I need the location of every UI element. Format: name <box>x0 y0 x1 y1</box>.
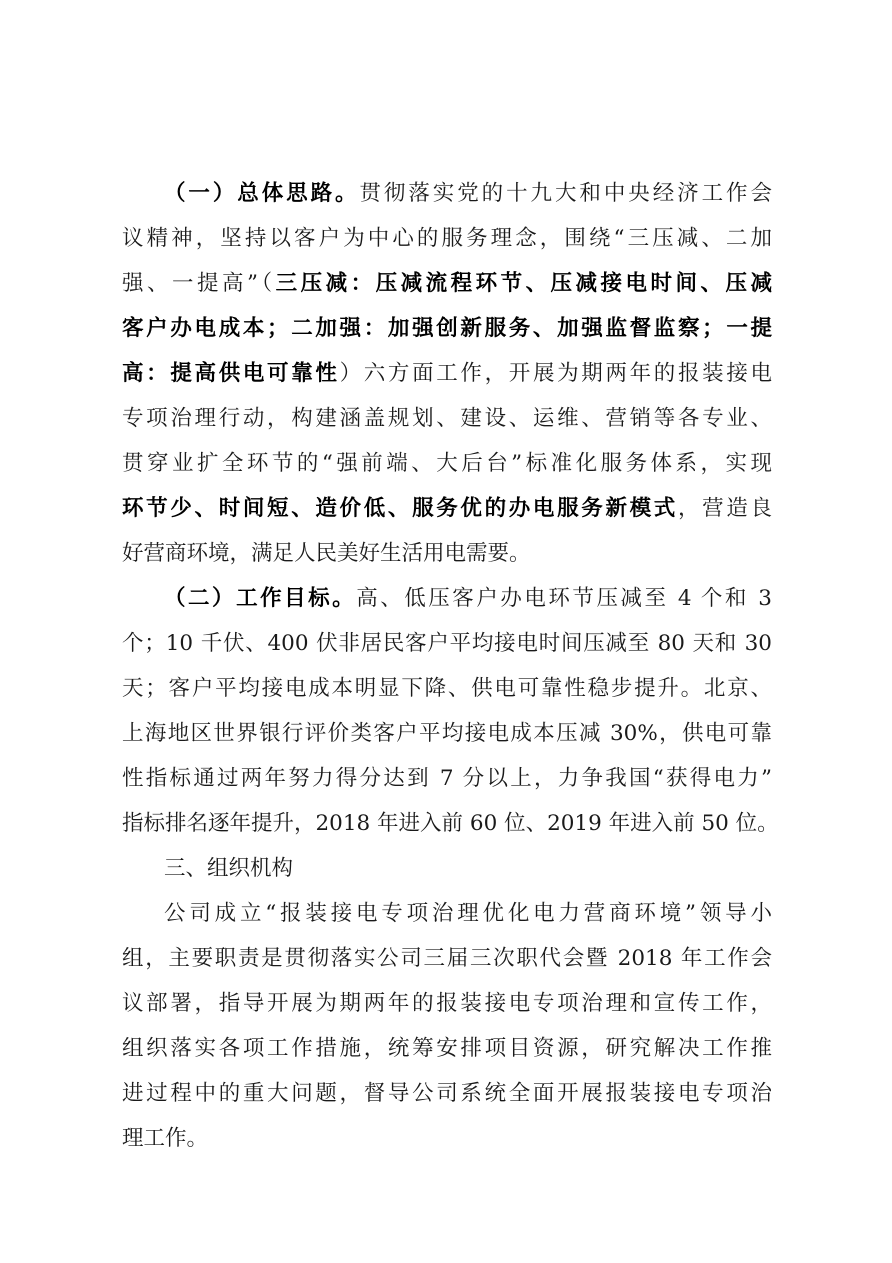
paragraph-line <box>164 174 772 214</box>
text-run: 公司成立“报装接电专项治理优化电力营商环境”领导小 <box>164 901 772 926</box>
text-run: 三、组织机构 <box>164 856 294 881</box>
text-run: 指标排名逐年提升，2018 年进入前 60 位、2019 年进入前 50 位。 <box>122 811 779 836</box>
text-run: 贯彻落实党的十九大和中央经济工作会 <box>359 181 772 206</box>
text-run: 议部署，指导开展为期两年的报装接电专项治理和宣传工作， <box>122 991 772 1016</box>
paragraph-line <box>122 1074 772 1114</box>
text-run: 强、一提高”（ <box>122 271 276 296</box>
paragraph-line <box>164 894 772 934</box>
text-run: 组织落实各项工作措施，统筹安排项目资源，研究解决工作推 <box>122 1036 772 1061</box>
text-run: 贯穿业扩全环节的“强前端、大后台”标准化服务体系，实现 <box>122 451 772 476</box>
text-run: 议精神，坚持以客户为中心的服务理念，围绕“三压减、二加 <box>122 226 772 251</box>
bold-text-run: 环节少、时间短、造价低、服务优的办电服务新模式 <box>122 496 678 521</box>
paragraph-line <box>122 624 772 664</box>
paragraph-line <box>122 759 772 799</box>
paragraph-line <box>122 354 772 394</box>
section-heading-work-goals: （二）工作目标。 <box>164 586 357 611</box>
text-run: 天；客户平均接电成本明显下降、供电可靠性稳步提升。北京、 <box>122 676 772 701</box>
section-title-organization <box>164 849 772 889</box>
text-run: 进过程中的重大问题，督导公司系统全面开展报装接电专项治 <box>122 1081 772 1106</box>
bold-text-run: 高：提高供电可靠性 <box>122 361 340 386</box>
text-run: 个；10 千伏、400 伏非居民客户平均接电时间压减至 80 天和 30 <box>122 631 772 656</box>
paragraph-line <box>122 534 772 574</box>
section-heading-overall-approach: （一）总体思路。 <box>164 181 360 206</box>
text-run: 高、低压客户办电环节压减至 4 个和 3 <box>356 586 772 611</box>
text-run: 上海地区世界银行评价类客户平均接电成本压减 30%，供电可靠 <box>122 721 772 746</box>
text-run: 好营商环境，满足人民美好生活用电需要。 <box>122 541 531 566</box>
paragraph-line <box>122 714 772 754</box>
paragraph-line <box>122 939 772 979</box>
text-run: ）六方面工作，开展为期两年的报装接电 <box>339 361 772 386</box>
paragraph-line <box>122 984 772 1024</box>
paragraph-line <box>164 579 772 619</box>
paragraph-line <box>122 669 772 709</box>
paragraph-line <box>122 1029 772 1069</box>
text-run: ，营造良 <box>677 496 772 521</box>
paragraph-line <box>122 264 772 304</box>
paragraph-line <box>122 1119 772 1159</box>
paragraph-line <box>122 804 779 844</box>
paragraph-line <box>122 489 772 529</box>
text-run: 专项治理行动，构建涵盖规划、建设、运维、营销等各专业、 <box>122 406 772 431</box>
bold-text-run: 客户办电成本；二加强：加强创新服务、加强监督监察；一提 <box>122 316 772 341</box>
bold-text-run: 三压减：压减流程环节、压减接电时间、压减 <box>275 271 772 296</box>
paragraph-line <box>122 399 772 439</box>
paragraph-line <box>122 219 772 259</box>
text-run: 组，主要职责是贯彻落实公司三届三次职代会暨 2018 年工作会 <box>122 946 772 971</box>
paragraph-line <box>122 444 772 484</box>
text-run: 理工作。 <box>122 1126 209 1151</box>
text-run: 性指标通过两年努力得分达到 7 分以上，力争我国“获得电力” <box>122 766 772 791</box>
paragraph-line <box>122 309 772 349</box>
